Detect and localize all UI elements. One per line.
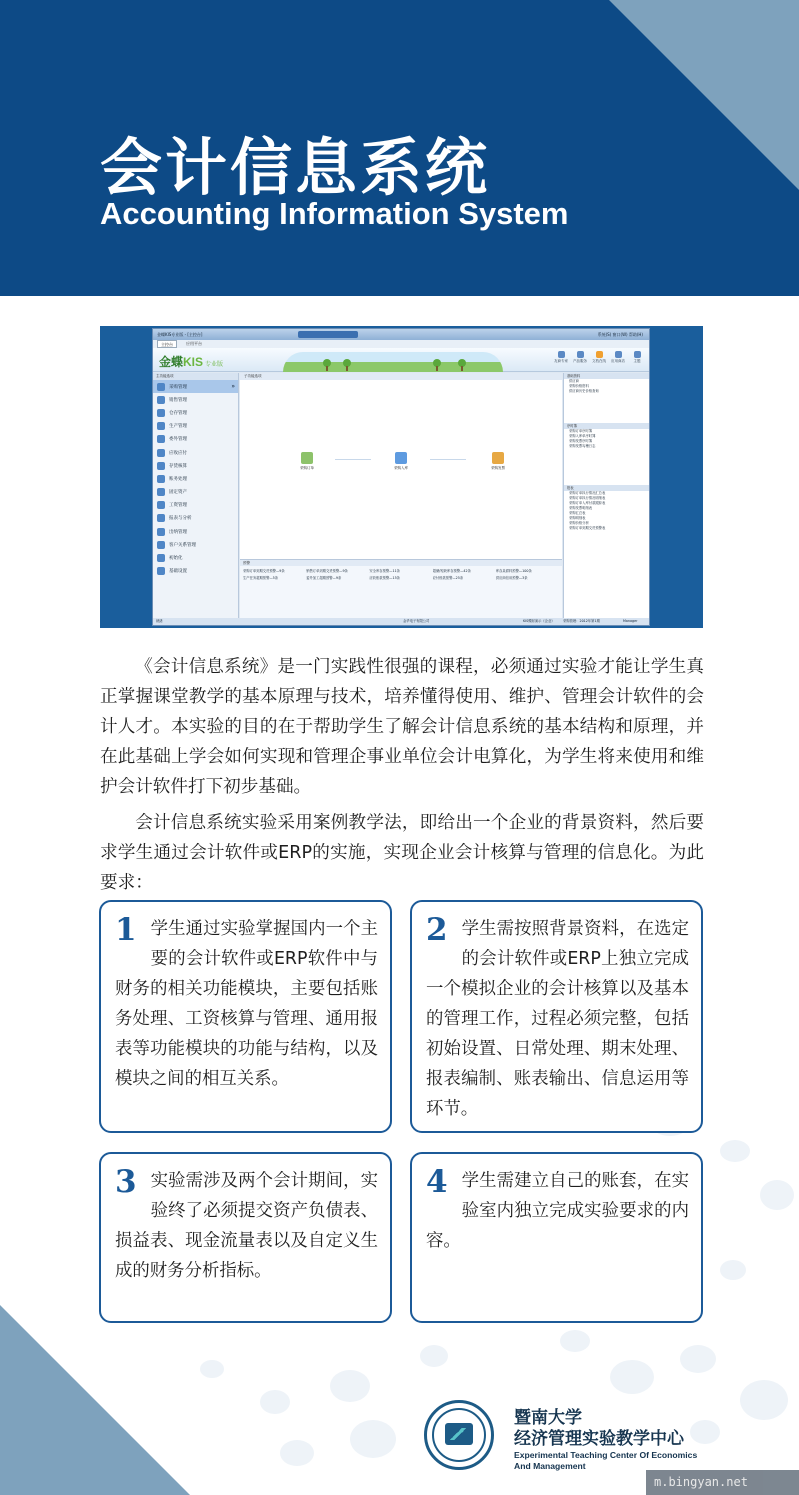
nav-item-crm[interactable] [153,538,238,551]
card-number: 3 [115,1164,137,1200]
alert-item[interactable]: 安全库存预警—11条 [369,569,400,573]
decorative-dot [560,1330,590,1352]
report-icon [157,514,165,522]
card-text: 实验需涉及两个会计期间，实验终了必须提交资产负债表、损益表、现金流量表以及自定义生成的财务分析指标。 [115,1171,378,1281]
flow-label: 采购发票 [491,466,505,470]
flow-node-purchase-order[interactable] [292,452,322,471]
shortcut-link[interactable]: 采购入库单序时簿 [569,434,596,438]
nav-item-sales[interactable] [153,393,238,406]
logo-english-line-1: Experimental Teaching Center Of Economics [514,1450,698,1460]
landscape-banner [283,352,503,372]
nav-item-reports[interactable] [153,512,238,525]
nav-item-production[interactable] [153,420,238,433]
alert-item[interactable]: 供应商信用预警—3条 [495,576,528,580]
decorative-dot [740,1380,788,1420]
nav-item-inventory[interactable] [153,406,238,419]
intro-paragraph-2: 会计信息系统实验采用案例教学法，即给出一个企业的背景资料，然后要求学生通过会计软件或ERP的实施，实现企业会计核算与管理的信息化。为此要求： [100,813,704,893]
flow-node-purchase-invoice[interactable] [483,452,513,471]
logo-university-name: 暨南大学 [514,1408,582,1428]
nav-item-receivable[interactable] [153,446,238,459]
decorative-dot [680,1345,716,1373]
section-basic-data [564,373,649,394]
costing-icon [157,462,165,470]
process-flow [240,380,562,559]
alert-item[interactable]: 销售订单到期交货预警—9条 [306,569,348,573]
shortcut-link[interactable]: 采购明细表 [569,516,586,520]
section-reports [564,485,649,531]
nav-label: 基础设置 [169,569,187,575]
tool-label: 产品服务 [573,359,587,363]
window-title: 金蝶KIS专业版 - [主控台] [157,332,203,337]
tree-icon [343,359,351,367]
brand-logo [159,353,223,370]
shortcut-link[interactable]: 供应商历史价格查询 [569,389,599,393]
settings-icon [157,567,165,575]
nav-item-purchase[interactable] [153,380,238,393]
status-account: KIS蝶财演示《企业》 [523,619,555,623]
alerts-header: 预警 [240,560,562,566]
card-number: 2 [426,912,448,948]
nav-label: 工资管理 [169,503,187,509]
alerts-grid [240,566,562,582]
alert-item[interactable]: 委外加工超期预警—9条 [306,576,342,580]
shortcut-link[interactable]: 采购订单执行情况明细表 [569,496,606,500]
nav-item-ledger[interactable] [153,472,238,485]
seal-emblem [445,1423,473,1445]
nav-label: 固定资产 [169,490,187,496]
assets-icon [157,488,165,496]
flow-label: 采购订单 [300,466,314,470]
decorative-dot [200,1360,224,1378]
initialize-icon [157,554,165,562]
tree-icon [458,359,466,367]
header-band [0,0,799,296]
status-ready: 就绪 [156,619,163,623]
tool-theme[interactable] [629,351,645,364]
tab-app-platform[interactable]: 应用平台 [186,341,202,346]
section-title: 报表 [564,485,649,491]
decorative-dot [260,1390,290,1414]
shortcut-link[interactable]: 采购汇总表 [569,511,586,515]
nav-label: 存货核算 [169,463,187,469]
brand-product: KIS [183,355,204,369]
tool-label: 主题 [633,359,641,363]
purchase-icon [157,383,165,391]
logo-english-line-2: And Management [514,1461,586,1471]
decorative-dot [760,1180,794,1210]
shortcut-link[interactable]: 采购价格分析 [569,521,589,525]
section-title: 序时簿 [564,423,649,429]
right-shortcut-panel [563,373,649,618]
section-title: 基础资料 [564,373,649,379]
shortcut-link[interactable]: 采购发票序时簿 [569,439,593,443]
shortcut-link[interactable]: 供应商 [569,379,579,383]
sales-icon [157,396,165,404]
alert-item[interactable]: 库存呆滞料预警—100条 [495,569,532,573]
header-corner-decoration [609,0,799,190]
brand-name: 金蝶 [159,355,184,369]
page-title-english: Accounting Information System [100,196,569,231]
nav-label: 采购管理 [169,384,187,390]
service-icon [577,351,584,358]
sub-function-panel [240,373,562,618]
order-icon [301,452,313,464]
warehouse-icon [395,452,407,464]
nav-item-basic-settings[interactable] [153,565,238,578]
alert-item[interactable]: 生产任务超期预警—5条 [243,576,279,580]
expert-icon [558,351,565,358]
requirement-card-1 [99,900,392,1133]
flow-node-purchase-receipt[interactable] [386,452,416,471]
flow-label: 采购入库 [394,466,408,470]
nav-label: 初始化 [169,556,183,562]
card-number: 1 [115,912,137,948]
flow-arrow [335,459,371,460]
receivable-icon [157,449,165,457]
decorative-dot [610,1360,654,1394]
nav-label: 生产管理 [169,424,187,430]
nav-label: 账务处理 [169,476,187,482]
status-company: 金华电子有限公司 [403,619,430,623]
decorative-dot [330,1370,370,1402]
tool-label: 友商专家 [554,359,568,363]
main-nav [153,373,239,618]
tree-icon [323,359,331,367]
section-journals [564,423,649,449]
store-icon [615,351,622,358]
tab-main-console[interactable]: 主控台 [157,340,177,348]
requirement-card-3 [99,1152,392,1323]
inventory-icon [157,409,165,417]
alert-item[interactable]: 应付账款预警—25条 [432,576,464,580]
alerts-panel [240,559,562,618]
decorative-dot [350,1420,396,1458]
nav-item-initialize[interactable] [153,551,238,564]
nav-item-cashier[interactable] [153,525,238,538]
shortcut-link[interactable]: 采购订单到期交货预警表 [569,526,606,530]
nav-label: 委外管理 [169,437,187,443]
shortcut-link[interactable]: 采购价格资料 [569,384,589,388]
page-title: 会计信息系统 [100,131,491,204]
nav-item-stock-costing[interactable] [153,459,238,472]
shortcut-link[interactable]: 采购订单入库付款跟踪表 [569,501,606,505]
footer-corner-decoration [0,1305,190,1495]
ledger-icon [157,475,165,483]
nav-label: 报表与分析 [169,516,192,522]
status-bar [153,618,649,625]
production-icon [157,422,165,430]
status-period: 采购管理：2012年第1期 [563,619,600,623]
intro-text [100,652,704,898]
tool-expert[interactable] [553,351,569,364]
window-menu: 系统(S) 窗口(W) 帮助(H) [597,332,643,337]
brand-tools [553,351,645,364]
decorative-dot [720,1140,750,1162]
tool-docs[interactable] [591,351,607,364]
status-user: Manager [623,619,638,623]
card-text: 学生通过实验掌握国内一个主要的会计软件或ERP软件中与财务的相关功能模块，主要包括账务处理、工资核算与管理、通用报表等功能模块的功能与结构，以及模块之间的相互关系。 [115,919,378,1089]
decorative-dot [280,1440,314,1466]
nav-header: 主功能选项 [153,373,238,380]
tree-icon [433,359,441,367]
kis-window [152,328,650,626]
nav-item-outsourcing[interactable] [153,433,238,446]
requirement-card-2 [410,900,703,1133]
shortcut-link[interactable]: 采购发票明细表 [569,506,593,510]
window-tabs [153,340,649,348]
titlebar-toolbar [298,331,358,338]
crm-icon [157,541,165,549]
card-text: 学生需建立自己的账套，在实验室内独立完成实验要求的内容。 [426,1171,689,1251]
intro-paragraph-1: 《会计信息系统》是一门实践性很强的课程，必须通过实验才能让学生真正掌握课堂教学的基本原理与技术，培养懂得使用、维护、管理会计软件的会计人才。本实验的目的在于帮助学生了解会计信息系统的基本结构和原理，并在此基础上学会如何实现和管理企事业单位会计电算化，为学生将来使用和维护会计软件打下初步基础。 [100,657,704,797]
tool-label: 应用商店 [611,359,625,363]
window-body [153,373,649,618]
shortcut-link[interactable]: 采购发票勾稽日志 [569,444,596,448]
tool-label: 文档在线 [592,359,606,363]
nav-label: 仓存管理 [169,410,187,416]
alert-item[interactable]: 应收账款预警—15条 [369,576,400,580]
nav-label: 应收应付 [169,450,187,456]
decorative-dot [420,1345,448,1367]
theme-icon [634,351,641,358]
decorative-dot [690,1420,720,1444]
docs-icon [596,351,603,358]
sub-function-tab[interactable]: 子功能选项 [240,373,562,380]
logo-center-name: 经济管理实验教学中心 [514,1429,684,1449]
requirement-card-4 [410,1152,703,1323]
outsourcing-icon [157,435,165,443]
shortcut-link[interactable]: 采购订单序时簿 [569,429,593,433]
nav-item-payroll[interactable] [153,499,238,512]
brand-bar [153,348,649,372]
tool-store[interactable] [610,351,626,364]
decorative-dot [720,1260,746,1280]
nav-label: 客户关系管理 [169,542,196,548]
invoice-icon [492,452,504,464]
alert-item[interactable]: 采购订单到期交货预警—9条 [243,569,285,573]
card-text: 学生需按照背景资料，在选定的会计软件或ERP上独立完成一个模拟企业的会计核算以及基本的管理工作，过程必须完整，包括初始设置、日常处理、期末处理、报表编制、账表输出、信息运用等环节。 [426,919,689,1119]
card-number: 4 [426,1164,448,1200]
brand-edition: 专业版 [205,362,224,368]
payroll-icon [157,501,165,509]
tool-service[interactable] [572,351,588,364]
cashier-icon [157,528,165,536]
nav-label: 销售管理 [169,397,187,403]
nav-label: 出纳管理 [169,529,187,535]
university-seal-logo [424,1400,494,1470]
flow-arrow [430,459,466,460]
alert-item[interactable]: 超储/短缺库存预警—42条 [432,569,471,573]
nav-item-fixed-assets[interactable] [153,486,238,499]
software-screenshot [100,326,703,628]
window-titlebar [153,329,649,340]
site-watermark: m.bingyan.net [646,1470,799,1495]
shortcut-link[interactable]: 采购订单执行情况汇总表 [569,491,606,495]
